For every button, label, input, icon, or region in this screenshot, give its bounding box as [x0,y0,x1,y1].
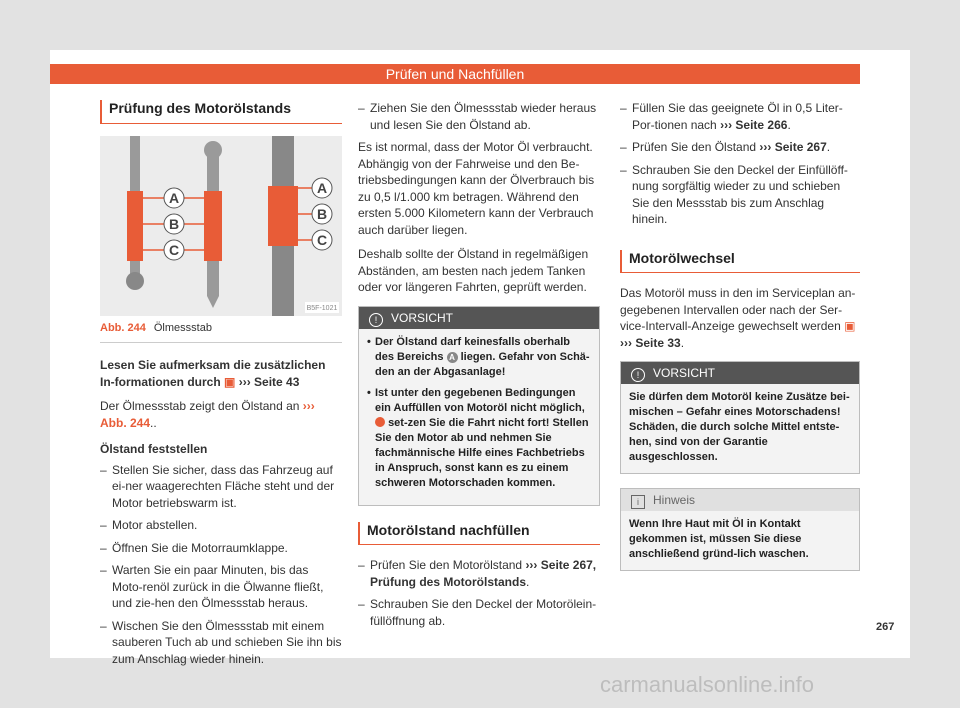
step-text: Prüfen Sie den Ölstand [632,140,757,154]
book-icon: ▣ [224,374,236,389]
step-item: – Ziehen Sie den Ölmessstab wieder heraus und lesen Sie den Ölstand ab. [358,100,600,133]
step-item [358,557,600,590]
caution-box [620,361,860,474]
reference-paragraph [100,398,342,431]
step-item [620,139,860,156]
step-item: – Motor abstellen. [100,517,342,534]
hint-header [621,489,859,511]
step-end: . [826,140,831,154]
hint-title: Hinweis [653,493,696,507]
reference-text: Der Ölmessstab zeigt den Ölstand an [100,399,300,413]
step-item: – Wischen Sie den Ölmessstab mit einem sauberen Tuch ab und schieben Sie ihn bis zum Anschlag wieder hinein. [100,618,342,668]
column-3 [620,100,860,585]
section-title-oil-refill: Motorölstand nachfüllen [358,522,600,546]
step-item [620,100,860,133]
paragraph-end: . [680,335,685,350]
caution-text: set-zen Sie die Fahrt nicht fort! Stellen Sie den Motor ab und nehmen Sie fachmännische Hilfe eines Fachbetriebs in Anspruch, sonst kann es zu einem schweren Motorschaden kommen. [375,416,589,489]
book-icon: ▣ [844,319,856,333]
warning-icon: ! [631,368,645,382]
dipstick-illustration [100,136,342,316]
intro-link[interactable]: ››› Seite 43 [238,374,300,389]
section-title-oil-change: Motorölwechsel [620,250,860,274]
figure-link[interactable]: ››› Abb. 244 [100,399,315,430]
figure-label-c-left: C [168,241,180,258]
caution-bullet [367,386,591,491]
chapter-header: Prüfen und Nachfüllen [50,64,860,84]
page-link[interactable]: ››› Seite 33 [620,335,681,350]
step-end: . [526,574,530,589]
warning-icon: ! [369,313,383,327]
caution-text: Der Ölstand darf keinesfalls oberhalb des Bereichs [375,335,571,363]
caution-title: VORSICHT [653,366,716,380]
watermark: carmanualsonline.info [600,672,815,697]
step-item: – Stellen Sie sicher, dass das Fahrzeug auf ei-ner waagerechten Fläche steht und der Motor betriebswarm ist. [100,462,342,512]
section-title-oil-check: Prüfung des Motorölstands [100,100,342,124]
intro-text: Lesen Sie aufmerksam die zusätzlichen In-formationen durch [100,358,326,389]
step-text: Prüfen Sie den Motorölstand [370,558,523,572]
caution-text: Ist unter den gegebenen Bedingungen ein Auffüllen von Motoröl nicht möglich, [375,386,585,414]
figure-caption [100,320,342,344]
caution-body: Sie dürfen dem Motoröl keine Zusätze bei-mischen – Gefahr eines Motorschadens! Schäden, die durch solche Mittel entste-hen, sind von der Garantie ausgeschlossen. [629,391,850,463]
caution-box [358,306,600,506]
page-number: 267 [876,621,895,633]
step-text: Füllen Sie das geeignete Öl in 0,5 Liter-Por-tionen nach [632,101,843,132]
dipstick-figure [100,136,342,316]
stop-icon [375,417,385,427]
caution-header [359,307,599,329]
step-item: – Warten Sie ein paar Minuten, bis das Moto-renöl zurück in die Ölwanne fließt, und zie-hen den Ölmessstab heraus. [100,562,342,612]
figure-number: Abb. 244 [100,321,146,334]
figure-caption-text: Ölmessstab [153,321,212,334]
paragraph-check-interval: Deshalb sollte der Ölstand in regelmäßigen Abständen, am besten nach jedem Tanken oder vor längeren Fahrten, geprüft werden. [358,247,589,294]
page-link[interactable]: ››› Seite 267, Prüfung des Motorölstands [370,558,597,589]
range-a-marker: A [447,352,458,363]
caution-text: liegen. Gefahr von Schä-den an der Abgasanlage! [375,350,590,378]
intro-paragraph [100,357,342,390]
step-item: – Öffnen Sie die Motorraumklappe. [100,540,342,557]
subhead-oil-level: Ölstand feststellen [100,442,208,456]
paragraph-oil-change [620,285,860,351]
figure-label-b-right: B [316,205,328,222]
reference-end: .. [150,415,157,430]
figure-label-c-right: C [316,231,328,248]
caution-bullet [367,335,591,380]
page-link[interactable]: ››› Seite 267 [759,140,827,154]
step-end: . [787,117,791,132]
column-1 [100,100,342,673]
paragraph-consumption: Es ist normal, dass der Motor Öl verbraucht. Abhängig von der Fahrweise und den Be-triebsbedingungen kann der Ölverbrauch bis zu 0,5 l/1.000 km betragen. Während den ersten 5.000 Kilometern kann der Verbrauch auch darüber liegen. [358,140,595,237]
hint-body: Wenn Ihre Haut mit Öl in Kontakt gekommen ist, müssen Sie diese anschließend gründ-lich waschen. [629,518,809,560]
caution-header [621,362,859,384]
paragraph-text: Das Motoröl muss in den im Serviceplan an-gegebenen Intervallen oder nach der Ser-vice-Intervall-Anzeige gewechselt werden [620,286,856,333]
step-item: – Schrauben Sie den Deckel der Einfüllöff-nung sorgfältig wieder zu und schieben Sie den Messstab bis zum Anschlag hinein. [620,162,860,228]
figure-label-b-left: B [168,215,180,232]
figure-label-a-right: A [316,179,328,196]
step-item: – Schrauben Sie den Deckel der Motorölein-füllöffnung ab. [358,596,600,629]
column-2 [358,100,600,635]
caution-title: VORSICHT [391,310,454,325]
page-link[interactable]: ››› Seite 266 [720,117,788,132]
caution-body [359,329,599,505]
hint-box [620,488,860,571]
figure-label-a-left: A [168,189,180,206]
info-icon: i [631,495,645,509]
figure-code: B5F-1021 [306,304,338,312]
